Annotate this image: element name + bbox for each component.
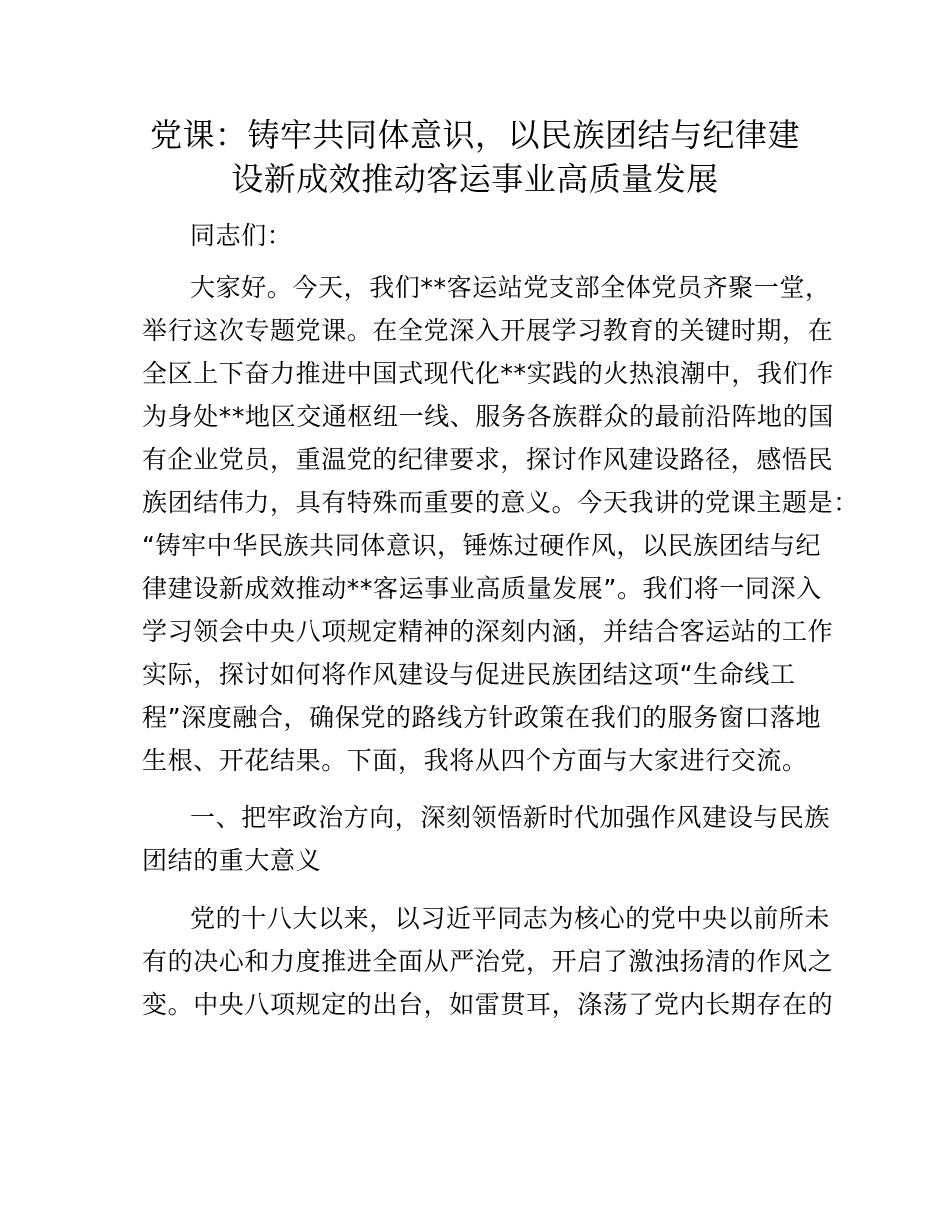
paragraph-1-line-9: 学习领会中央八项规定精神的深刻内涵，并结合客运站的工作 (142, 617, 834, 646)
salutation: 同志们： (190, 221, 293, 250)
paragraph-1-line-7: “铸牢中华民族共同体意识，锤炼过硬作风，以民族团结与纪 (142, 531, 822, 560)
paragraph-1-line-2: 举行这次专题党课。在全党深入开展学习教育的关键时期，在 (142, 316, 834, 345)
paragraph-1-line-10: 实际，探讨如何将作风建设与促进民族团结这项“生命线工 (142, 660, 796, 689)
paragraph-1-line-4: 为身处**地区交通枢纽一线、服务各族群众的最前沿阵地的国 (142, 402, 834, 431)
paragraph-2-line-2: 有的决心和力度推进全面从严治党，开启了激浊扬清的作风之 (142, 947, 834, 976)
paragraph-1-line-12: 生根、开花结果。下面，我将从四个方面与大家进行交流。 (142, 746, 808, 775)
section-1-heading-line-2: 团结的重大意义 (142, 846, 322, 875)
paragraph-1-line-3: 全区上下奋力推进中国式现代化**实践的火热浪潮中，我们作 (142, 359, 834, 388)
paragraph-1-line-6: 族团结伟力，具有特殊而重要的意义。今天我讲的党课主题是： (142, 488, 859, 517)
paragraph-1-line-8: 律建设新成效推动**客运事业高质量发展”。我们将一同深入 (142, 574, 822, 603)
document-title-line-2: 设新成效推动客运事业高质量发展 (231, 160, 719, 198)
document-title-line-1: 党课：铸牢共同体意识，以民族团结与纪律建 (149, 116, 800, 154)
paragraph-2-line-3: 变。中央八项规定的出台，如雷贯耳，涤荡了党内长期存在的 (142, 990, 834, 1019)
paragraph-1-line-1: 大家好。今天，我们**客运站党支部全体党员齐聚一堂， (190, 273, 831, 302)
paragraph-2-line-1: 党的十八大以来，以习近平同志为核心的党中央以前所未 (190, 904, 831, 933)
section-1-heading-line-1: 一、把牢政治方向，深刻领悟新时代加强作风建设与民族 (190, 803, 831, 832)
paragraph-1-line-11: 程”深度融合，确保党的路线方针政策在我们的服务窗口落地 (142, 703, 822, 732)
paragraph-1-line-5: 有企业党员，重温党的纪律要求，探讨作风建设路径，感悟民 (142, 445, 834, 474)
